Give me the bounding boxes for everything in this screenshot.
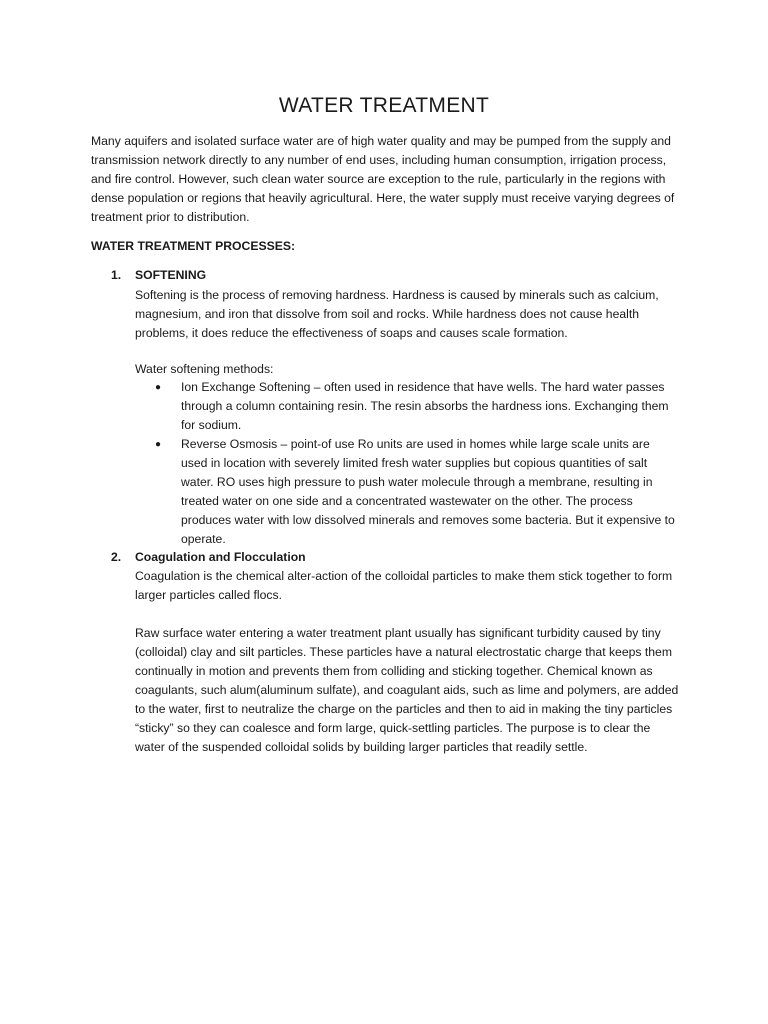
list-heading: SOFTENING (135, 268, 207, 282)
raw-water-paragraph: Raw surface water entering a water treatment plant usually has significant turbidity caused by tiny (colloidal) clay and silt particles. These particles have a natural electrostatic charge that keeps them continually in motion and prevents them from colliding and sticking together. Chemical known as coagulants, such alum(aluminum sulfate), and coagulant aids, such as lime and polymers, are added to the water, first to neutralize the charge on the particles and then to aid in making the tiny particles “sticky” so they can coalesce and form large, quick-settling particles. The purpose is to clear the water of the suspended colloidal solids by building larger particles that readily settle. (135, 626, 679, 754)
list-number: 2. (111, 550, 122, 564)
bullet-icon: ● (155, 439, 162, 450)
intro-paragraph: Many aquifers and isolated surface water are of high water quality and may be pumped from the supply and transmission network directly to any number of end uses, including human consumption, irrigation process, and fire control. However, such clean water source are exception to the rule, particularly in the regions with dense population or regions that heavily agricultural. Here, the water supply must receive varying degrees of treatment prior to distribution. (91, 134, 675, 224)
page-title: WATER TREATMENT (278, 94, 490, 117)
list-number: 1. (111, 268, 122, 282)
list-heading: Coagulation and Flocculation (135, 550, 306, 564)
softening-paragraph: Softening is the process of removing hardness. Hardness is caused by minerals such as calcium, magnesium, and iron that dissolve from soil and rocks. While hardness does not cause health problems, it does reduce the effectiveness of soaps and causes scale formation. (135, 288, 659, 340)
section-heading: WATER TREATMENT PROCESSES: (91, 239, 296, 253)
bullet-text: Reverse Osmosis – point-of use Ro units are used in homes while large scale units are used in location with severely limited fresh water supplies but copious quantities of salt water. RO uses high pressure to push water molecule through a membrane, resulting in treated water on one side and a concentrated wastewater on the other. The process produces water with low dissolved minerals and removes some bacteria. But it expensive to operate. (181, 437, 675, 546)
coagulation-paragraph: Coagulation is the chemical alter-action of the colloidal particles to make them stick together to form larger particles called flocs. (135, 569, 673, 602)
methods-label: Water softening methods: (135, 362, 274, 376)
bullet-text: Ion Exchange Softening – often used in residence that have wells. The hard water passes through a column containing resin. The resin absorbs the hardness ions. Exchanging them for sodium. (181, 380, 669, 432)
bullet-icon: ● (155, 382, 162, 393)
